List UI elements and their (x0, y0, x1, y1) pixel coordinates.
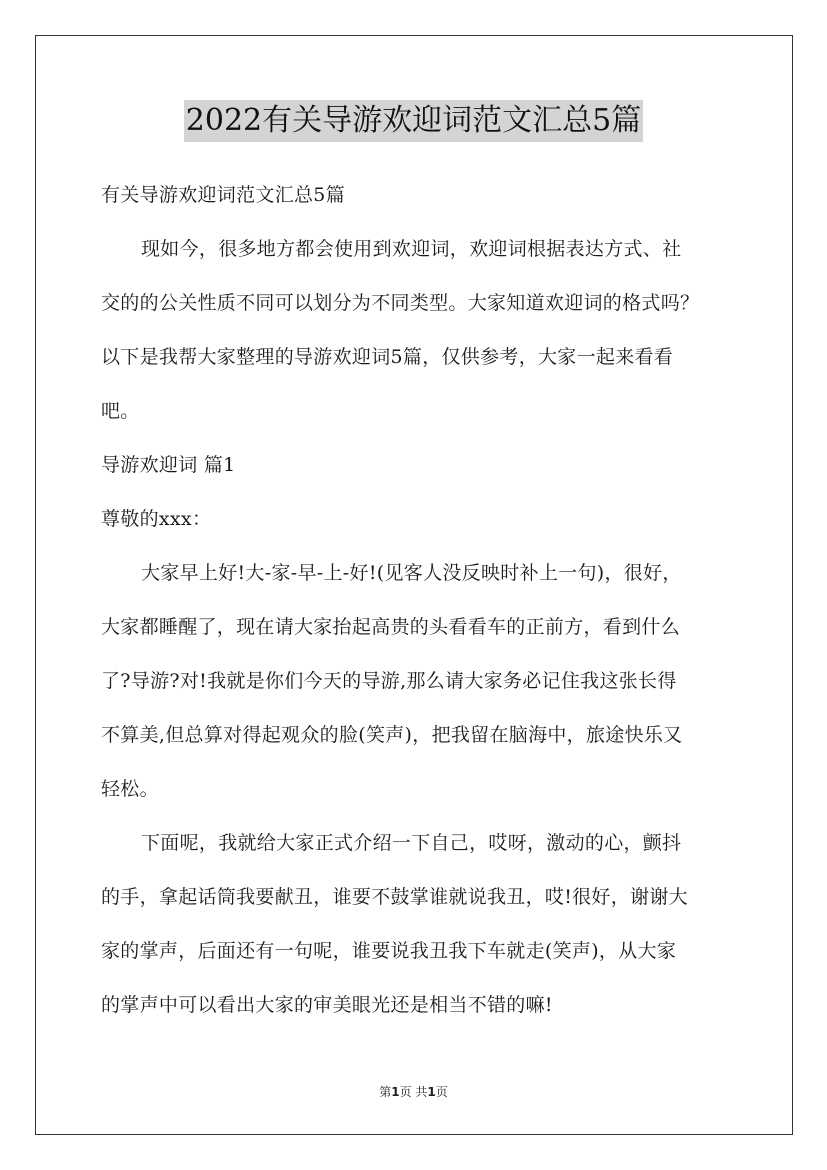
paragraph-line: 的手，拿起话筒我要献丑，谁要不鼓掌谁就说我丑，哎!很好，谢谢大 (101, 886, 688, 908)
page-prefix: 第 (379, 1085, 392, 1099)
paragraph-line: 以下是我帮大家整理的导游欢迎词5篇，仅供参考，大家一起来看看 (101, 346, 674, 368)
salutation-line: 尊敬的xxx： (101, 508, 212, 530)
paragraph-line: 轻松。 (101, 778, 159, 800)
section-heading: 导游欢迎词 篇1 (101, 454, 236, 476)
paragraph-line: 了?导游?对!我就是你们今天的导游,那么请大家务必记住我这张长得 (101, 670, 677, 692)
page-current: 1 (391, 1085, 400, 1099)
paragraph-line: 家的掌声，后面还有一句呢，谁要说我丑我下车就走(笑声)，从大家 (101, 940, 677, 962)
paragraph-line: 吧。 (101, 400, 140, 422)
paragraph-line: 交的的公关性质不同可以划分为不同类型。大家知道欢迎词的格式吗？ (101, 292, 700, 314)
page-suffix: 页 (435, 1085, 448, 1099)
paragraph-line: 的掌声中可以看出大家的审美眼光还是相当不错的嘛! (101, 994, 553, 1016)
paragraph-line: 现如今，很多地方都会使用到欢迎词，欢迎词根据表达方式、社 (141, 238, 682, 260)
page-total: 1 (427, 1085, 436, 1099)
page-mid: 页 共 (399, 1085, 428, 1099)
document-title-text: 2022有关导游欢迎词范文汇总5篇 (184, 100, 643, 142)
paragraph-line: 大家早上好!大-家-早-上-好!(见客人没反映时补上一句)，很好， (141, 562, 682, 584)
paragraph-line: 不算美,但总算对得起观众的脸(笑声)，把我留在脑海中，旅途快乐又 (101, 724, 683, 746)
paragraph-line: 大家都睡醒了，现在请大家抬起高贵的头看看车的正前方，看到什么 (101, 616, 681, 638)
document-title (0, 100, 827, 142)
document-body (101, 168, 729, 1032)
page-footer (0, 1083, 827, 1100)
subtitle-line: 有关导游欢迎词范文汇总5篇 (101, 184, 345, 206)
paragraph-line: 下面呢，我就给大家正式介绍一下自己，哎呀，激动的心，颤抖 (141, 832, 682, 854)
